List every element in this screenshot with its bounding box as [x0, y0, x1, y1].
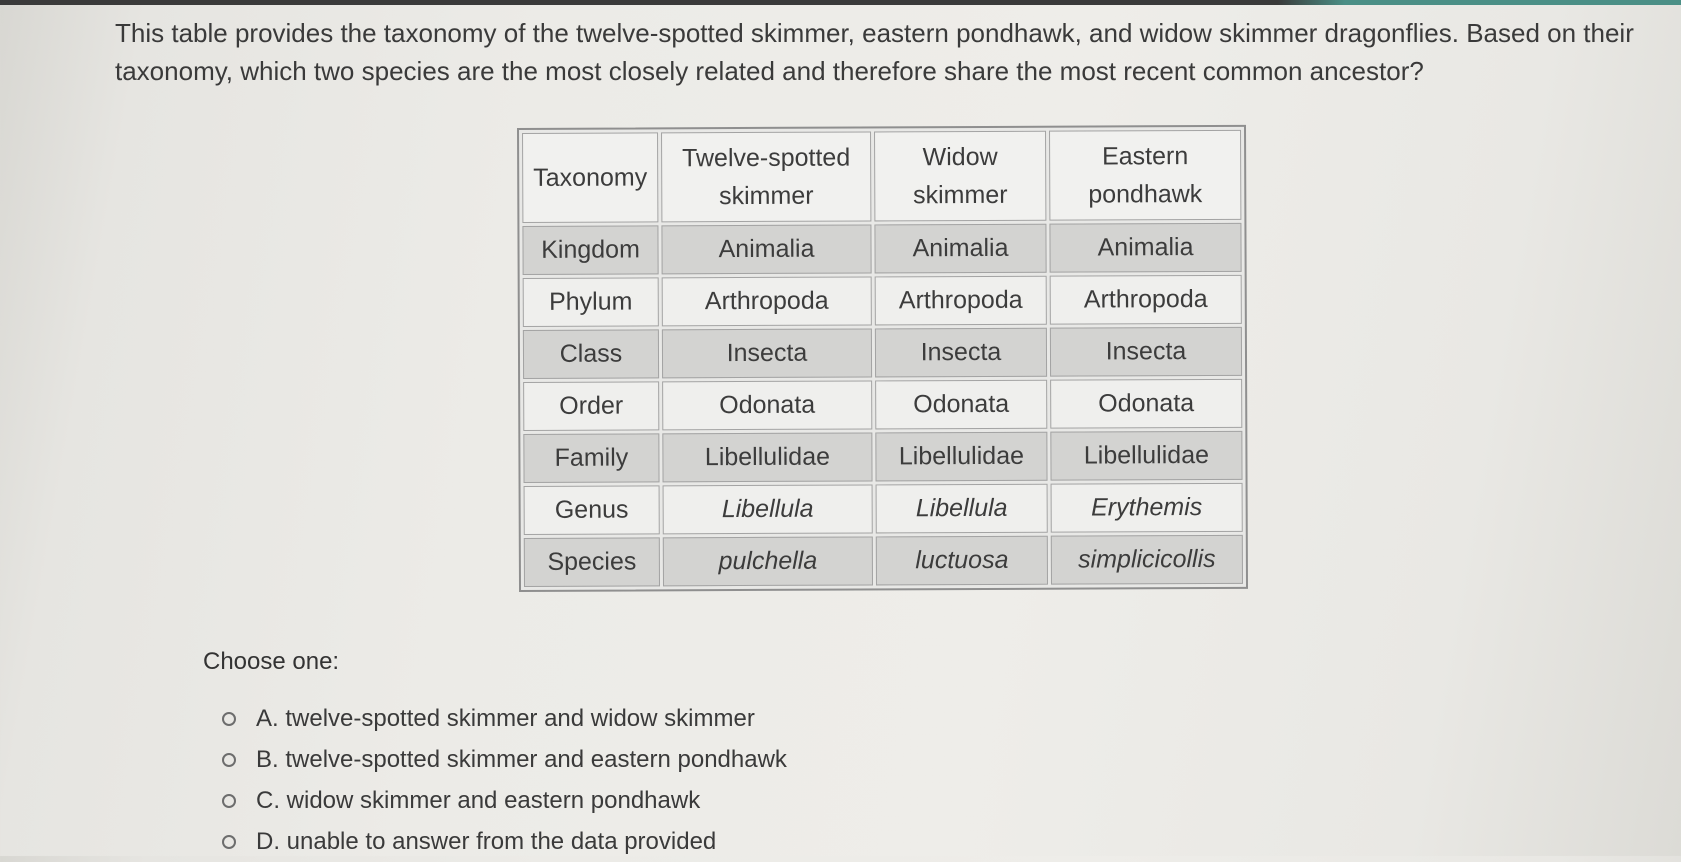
option-b[interactable]: [222, 739, 787, 780]
option-d-label: D. unable to answer from the data provided: [256, 827, 717, 855]
pondhawk-cell: Odonata: [1050, 379, 1242, 429]
choose-one-label: Choose one:: [203, 648, 340, 675]
header-col3-line1: Eastern: [1101, 142, 1189, 171]
twelve-spotted-cell: Odonata: [662, 380, 872, 430]
table-row-phylum: [523, 275, 1242, 327]
table-row-order: [523, 379, 1242, 431]
widow-cell: Libellulidae: [875, 432, 1047, 482]
top-strip: [0, 0, 1681, 5]
pondhawk-cell: Animalia: [1049, 223, 1241, 273]
header-widow-skimmer: [874, 131, 1046, 222]
header-col2-line1: Widow: [922, 142, 998, 172]
option-b-label: B. twelve-spotted skimmer and eastern pondhawk: [256, 745, 787, 773]
table-row-genus: [524, 483, 1243, 535]
header-col1-line2: skimmer: [719, 181, 814, 211]
widow-cell: Libellula: [876, 484, 1048, 534]
widow-cell: Arthropoda: [875, 276, 1047, 326]
rank-cell: Family: [523, 433, 659, 483]
pondhawk-cell: Arthropoda: [1050, 275, 1242, 325]
widow-cell: luctuosa: [876, 536, 1048, 586]
option-a[interactable]: [222, 698, 787, 739]
widow-cell: Animalia: [874, 224, 1046, 274]
header-col2-line2: skimmer: [913, 180, 1008, 210]
radio-button-icon[interactable]: [222, 835, 236, 849]
rank-cell: Class: [523, 329, 659, 379]
option-c-label: C. widow skimmer and eastern pondhawk: [256, 786, 701, 814]
table-row-species: [524, 535, 1243, 587]
table-header-row: [522, 130, 1241, 223]
pondhawk-cell: simplicicollis: [1051, 535, 1243, 585]
radio-button-icon[interactable]: [222, 712, 236, 726]
header-twelve-spotted-skimmer: [661, 131, 871, 222]
twelve-spotted-cell: pulchella: [663, 536, 873, 586]
pondhawk-cell: Libellulidae: [1050, 431, 1242, 481]
radio-button-icon[interactable]: [222, 753, 236, 767]
rank-cell: Species: [524, 537, 660, 587]
answer-options: [222, 698, 787, 862]
option-a-label: A. twelve-spotted skimmer and widow skimmer: [256, 704, 755, 732]
table-row-family: [523, 431, 1242, 483]
rank-cell: Kingdom: [522, 225, 658, 275]
taxonomy-table-container: [517, 125, 1248, 592]
twelve-spotted-cell: Libellulidae: [662, 432, 872, 482]
taxonomy-table: [517, 125, 1248, 592]
table-row-kingdom: [522, 223, 1241, 275]
option-c[interactable]: [222, 780, 787, 821]
table-row-class: [523, 327, 1242, 379]
rank-cell: Genus: [524, 485, 660, 535]
header-eastern-pondhawk: [1049, 130, 1241, 221]
question-text: This table provides the taxonomy of the twelve-spotted skimmer, eastern pondhawk, and widow skimmer dragonflies. Based on their taxonomy, which two species are the most closely related and therefore share the most recent common ancestor?: [115, 18, 1634, 86]
widow-cell: Odonata: [875, 380, 1047, 430]
header-col1-line1: Twelve-spotted: [681, 143, 851, 173]
twelve-spotted-cell: Arthropoda: [662, 276, 872, 326]
rank-cell: Phylum: [523, 277, 659, 327]
header-taxonomy: Taxonomy: [522, 132, 658, 223]
widow-cell: Insecta: [875, 328, 1047, 378]
twelve-spotted-cell: Insecta: [662, 328, 872, 378]
header-col3-line2: pondhawk: [1088, 180, 1203, 209]
rank-cell: Order: [523, 381, 659, 431]
twelve-spotted-cell: Animalia: [661, 224, 871, 274]
pondhawk-cell: Erythemis: [1051, 483, 1243, 533]
twelve-spotted-cell: Libellula: [663, 484, 873, 534]
radio-button-icon[interactable]: [222, 794, 236, 808]
pondhawk-cell: Insecta: [1050, 327, 1242, 377]
